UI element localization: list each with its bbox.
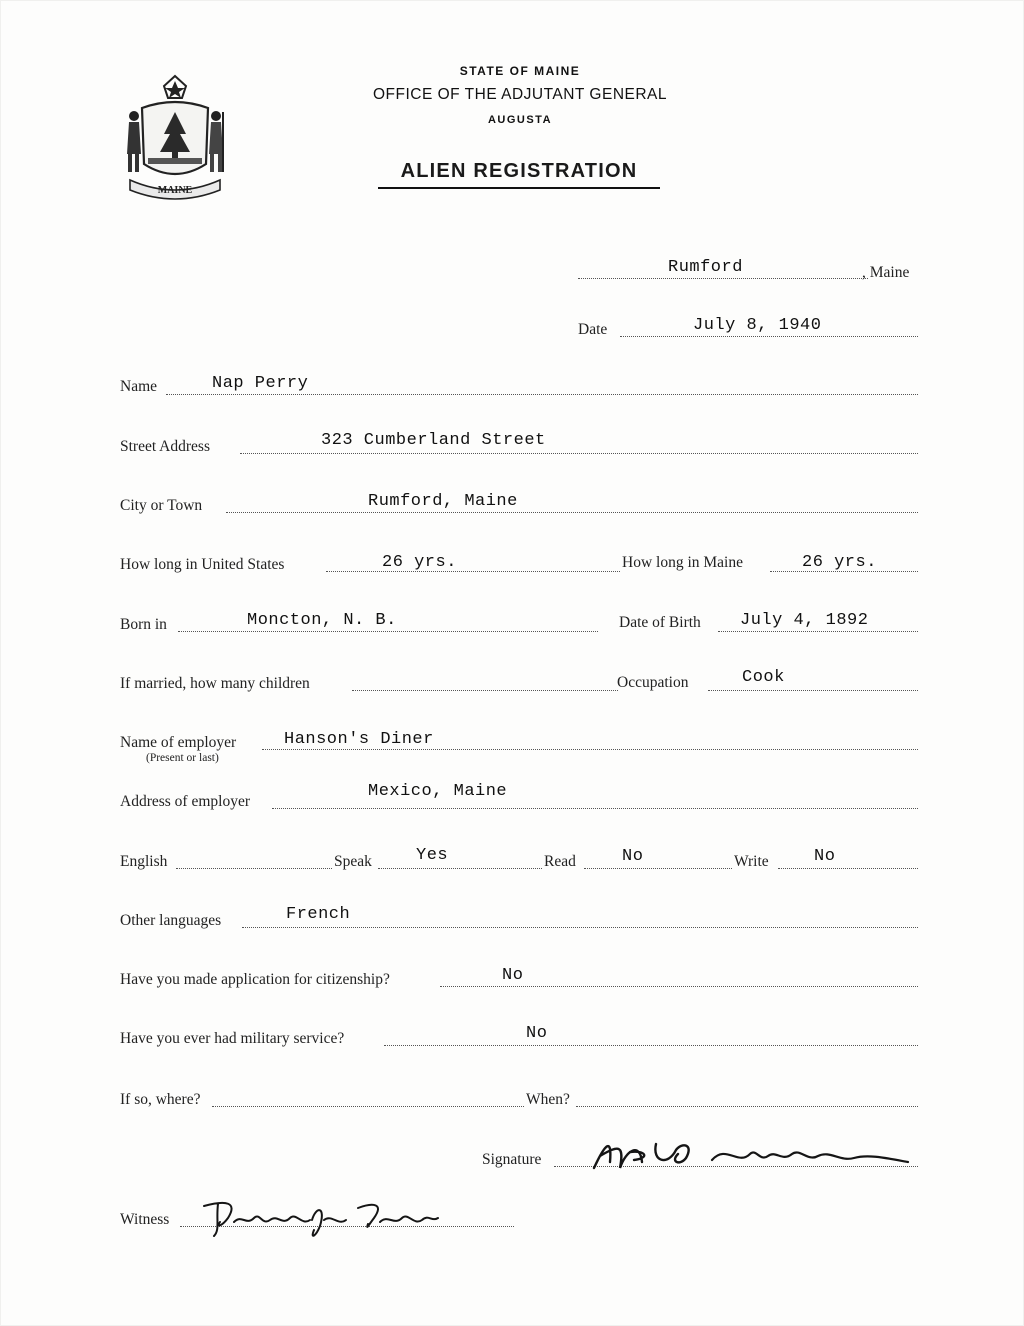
city-line bbox=[226, 512, 918, 513]
born-in-line bbox=[178, 631, 598, 632]
employer-value[interactable]: Hanson's Diner bbox=[284, 730, 434, 749]
occupation-value[interactable]: Cook bbox=[742, 668, 785, 687]
citizenship-line bbox=[440, 986, 918, 987]
office-heading: OFFICE OF THE ADJUTANT GENERAL bbox=[372, 86, 668, 103]
signature-image bbox=[586, 1132, 916, 1176]
date-value[interactable]: July 8, 1940 bbox=[693, 316, 822, 335]
how-long-us-label: How long in United States bbox=[120, 556, 285, 573]
dob-line bbox=[718, 631, 918, 632]
write-label: Write bbox=[734, 853, 769, 870]
street-label: Street Address bbox=[120, 438, 210, 455]
read-label: Read bbox=[544, 853, 576, 870]
military-label: Have you ever had military service? bbox=[120, 1030, 345, 1047]
english-line bbox=[176, 868, 332, 869]
name-label: Name bbox=[120, 378, 158, 395]
witness-label: Witness bbox=[120, 1211, 170, 1228]
place-suffix: , Maine bbox=[862, 264, 910, 281]
employer-address-line bbox=[272, 808, 918, 809]
place-value[interactable]: Rumford bbox=[668, 258, 743, 277]
city-heading: AUGUSTA bbox=[487, 114, 553, 126]
born-in-label: Born in bbox=[120, 616, 167, 633]
occupation-line bbox=[708, 690, 918, 691]
children-label: If married, how many children bbox=[120, 675, 310, 692]
how-long-maine-label: How long in Maine bbox=[622, 554, 743, 571]
when-line bbox=[576, 1106, 918, 1107]
write-line bbox=[778, 868, 918, 869]
employer-address-label: Address of employer bbox=[120, 793, 250, 810]
city-label: City or Town bbox=[120, 497, 203, 514]
maine-seal-icon bbox=[120, 72, 230, 202]
speak-value[interactable]: Yes bbox=[416, 846, 449, 865]
military-value[interactable]: No bbox=[526, 1024, 548, 1043]
where-line bbox=[212, 1106, 524, 1107]
how-long-us-value[interactable]: 26 yrs. bbox=[382, 553, 457, 572]
how-long-us-line bbox=[326, 571, 620, 572]
how-long-maine-value[interactable]: 26 yrs. bbox=[802, 553, 877, 572]
when-label: When? bbox=[526, 1091, 570, 1108]
date-label: Date bbox=[578, 321, 608, 338]
place-line bbox=[578, 278, 868, 279]
born-in-value[interactable]: Moncton, N. B. bbox=[247, 611, 397, 630]
occupation-label: Occupation bbox=[617, 674, 689, 691]
witness-signature-image bbox=[198, 1196, 448, 1242]
city-value[interactable]: Rumford, Maine bbox=[368, 492, 518, 511]
speak-label: Speak bbox=[334, 853, 372, 870]
dob-label: Date of Birth bbox=[619, 614, 701, 631]
street-line bbox=[240, 453, 918, 454]
english-label: English bbox=[120, 853, 168, 870]
name-value[interactable]: Nap Perry bbox=[212, 374, 309, 393]
read-line bbox=[584, 868, 732, 869]
other-languages-value[interactable]: French bbox=[286, 905, 351, 924]
speak-line bbox=[378, 868, 542, 869]
children-line bbox=[352, 690, 618, 691]
other-languages-line bbox=[242, 927, 918, 928]
employer-address-value[interactable]: Mexico, Maine bbox=[368, 782, 508, 801]
form-title: ALIEN REGISTRATION bbox=[378, 160, 660, 189]
date-line bbox=[620, 336, 918, 337]
signature-label: Signature bbox=[482, 1151, 542, 1168]
employer-sublabel: (Present or last) bbox=[146, 752, 219, 764]
employer-label: Name of employer bbox=[120, 734, 237, 751]
dob-value[interactable]: July 4, 1892 bbox=[740, 611, 869, 630]
military-line bbox=[384, 1045, 918, 1046]
street-value[interactable]: 323 Cumberland Street bbox=[321, 431, 546, 450]
name-line bbox=[166, 394, 918, 395]
seal-text: MAINE bbox=[157, 185, 193, 196]
state-heading: STATE OF MAINE bbox=[459, 64, 581, 78]
where-label: If so, where? bbox=[120, 1091, 201, 1108]
citizenship-value[interactable]: No bbox=[502, 966, 524, 985]
read-value[interactable]: No bbox=[622, 847, 644, 866]
employer-line bbox=[262, 749, 918, 750]
write-value[interactable]: No bbox=[814, 847, 836, 866]
citizenship-label: Have you made application for citizenship? bbox=[120, 971, 390, 988]
other-languages-label: Other languages bbox=[120, 912, 222, 929]
